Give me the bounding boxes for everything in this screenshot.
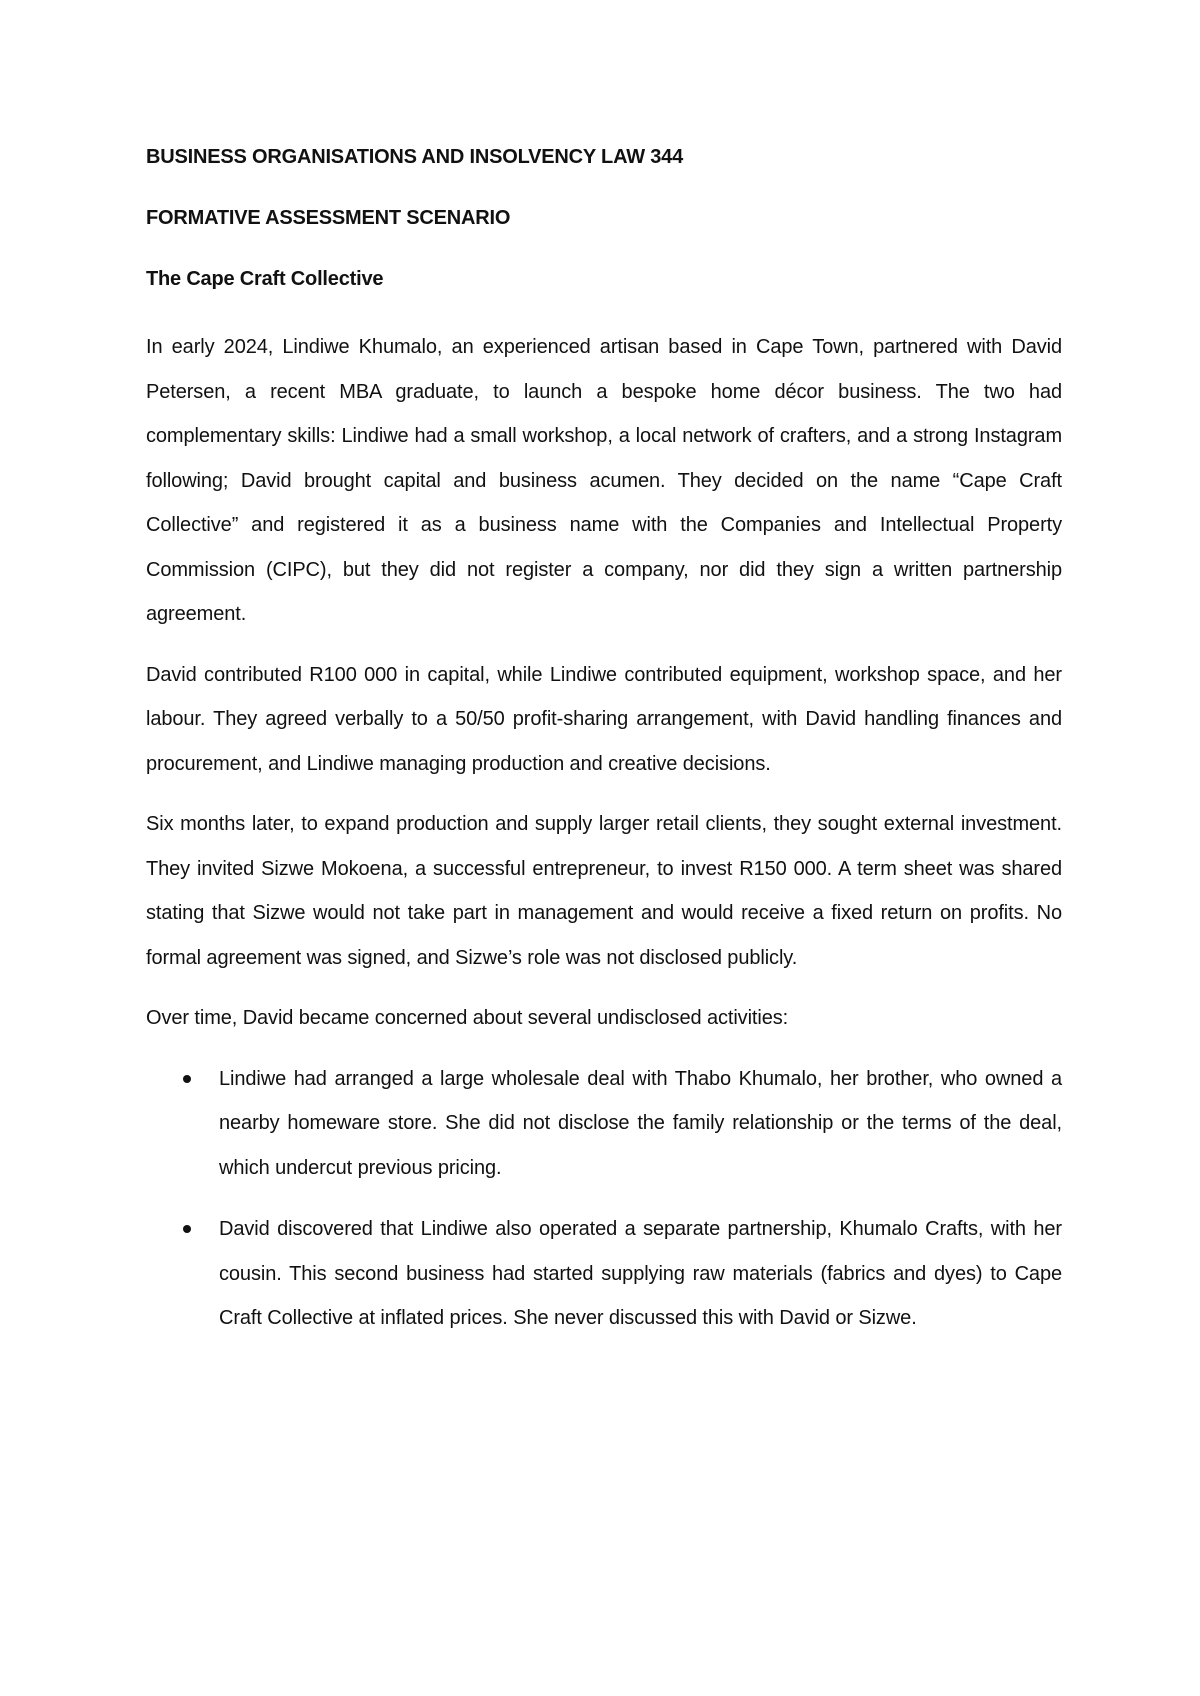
list-item-text: Lindiwe had arranged a large wholesale deal with Thabo Khumalo, her brother, who owned a nearby homeware store. She did not disclose the family relationship or the terms of the deal, which undercut previous pricing. [219,1067,1062,1179]
concerns-list [146,1057,1062,1341]
list-item [146,1207,1062,1341]
document-body [146,143,1062,1358]
course-title: BUSINESS ORGANISATIONS AND INSOLVENCY LAW 344 [146,146,684,168]
paragraph-contributions: David contributed R100 000 in capital, while Lindiwe contributed equipment, workshop space, and her labour. They agreed verbally to a 50/50 profit-sharing arrangement, with David handling finances and procurement, and Lindiwe managing production and creative decisions. [146,663,1062,775]
assessment-title: FORMATIVE ASSESSMENT SCENARIO [146,207,511,229]
list-item-text: David discovered that Lindiwe also operated a separate partnership, Khumalo Crafts, with her cousin. This second business had started supplying raw materials (fabrics and dyes) to Cape Craft Collective at inflated prices. She never discussed this with David or Sizwe. [219,1218,1062,1329]
paragraph-concerns: Over time, David became concerned about several undisclosed activities: [146,1007,789,1029]
paragraph-investment: Six months later, to expand production and supply larger retail clients, they sought external investment. They invited Sizwe Mokoena, a successful entrepreneur, to invest R150 000. A term sheet was shared stating that Sizwe would not take part in management and would receive a fixed return on profits. No formal agreement was signed, and Sizwe’s role was not disclosed publicly. [146,813,1062,969]
paragraph-intro: In early 2024, Lindiwe Khumalo, an experienced artisan based in Cape Town, partnered with David Petersen, a recent MBA graduate, to launch a bespoke home décor business. The two had complementary skills: Lindiwe had a small workshop, a local network of crafters, and a strong Instagram following; David brought capital and business acumen. They decided on the name “Cape Craft Collective” and registered it as a business name with the Companies and Intellectual Property Commission (CIPC), but they did not register a company, nor did they sign a written partnership agreement. [146,336,1062,625]
list-item [146,1057,1062,1191]
bullet-icon [183,1075,191,1083]
scenario-title: The Cape Craft Collective [146,268,384,290]
bullet-icon [183,1225,191,1233]
